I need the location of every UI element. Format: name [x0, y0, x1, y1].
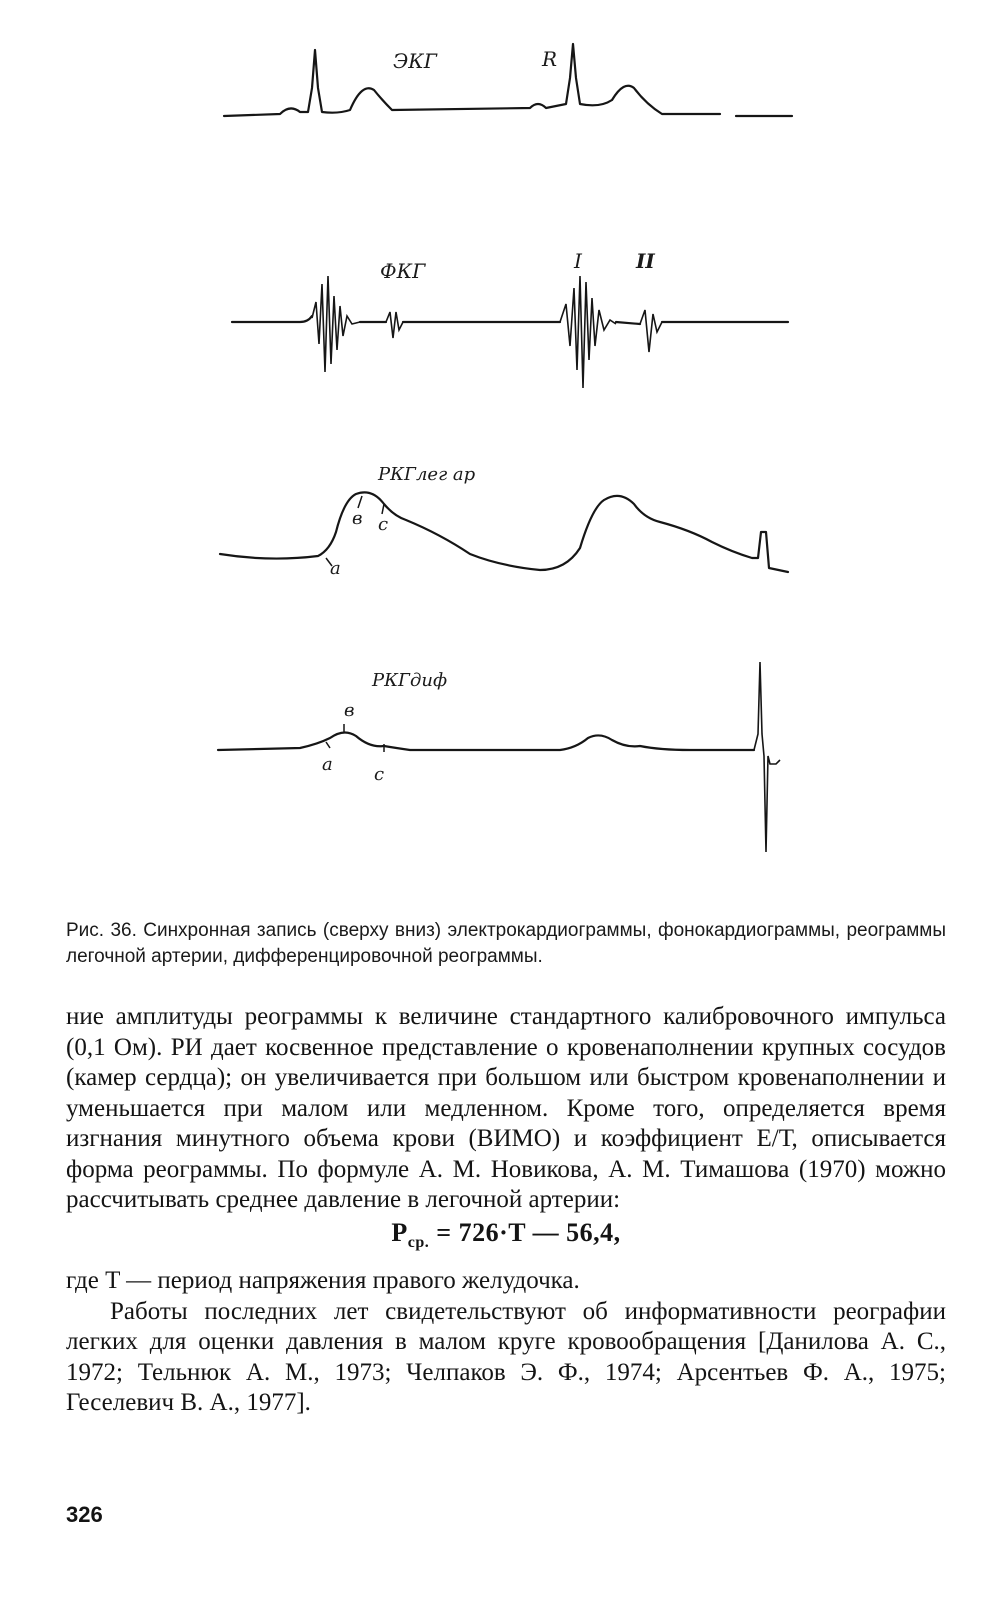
rpg-differential-label: РКГдиф	[372, 670, 448, 691]
pulmonary-rheogram-trace	[220, 464, 788, 579]
pressure-formula	[66, 1218, 946, 1259]
pcg-trace	[232, 249, 788, 388]
rpg-pulmonary-label: РКГлег ар	[378, 464, 476, 485]
body-text	[66, 1002, 946, 1419]
ecg-trace	[224, 44, 792, 116]
paragraph-2: где T — период напряжения правого желудочка.	[66, 1267, 580, 1295]
point-a-label: а	[330, 558, 341, 579]
r-wave-label: R	[542, 47, 558, 71]
ecg-label: ЭКГ	[393, 49, 438, 73]
figure-caption: Рис. 36. Синхронная запись (сверху вниз) электрокардиограммы, фонокардиограммы, реограммы легочной артерии, дифференцировочной реограммы.	[66, 920, 946, 967]
diff-point-b-label: в	[344, 700, 355, 721]
tone-i-label: I	[574, 249, 582, 273]
diff-point-a-label: а	[322, 754, 333, 775]
formula-rhs: = 726·T — 56,4,	[429, 1217, 621, 1247]
diff-point-c-label: с	[374, 764, 385, 785]
pcg-label: ФКГ	[380, 259, 426, 283]
tone-ii-label: II	[636, 249, 655, 273]
paragraph-1: ние амплитуды реограммы к величине стандартного калибровочного импульса (0,1 Ом). РИ дает косвенное представление о кровенаполнении крупных сосудов (камер сердца); он увеличивается при большом или быстром кровенаполнении и уменьшается при малом или медленном. Кроме того, определяется время изгнания минутного объема крови (ВИМО) и коэффициент Е/Т, описывается форма реограммы. По формуле А. М. Новикова, А. М. Тимашова (1970) можно рассчитывать среднее давление в легочной артерии:	[66, 1003, 946, 1213]
paragraph-3: Работы последних лет свидетельствуют об информативности реографии легких для оценки давления в малом круге кровообращения [Данилова А. С., 1972; Тельнюк А. М., 1973; Челпаков Э. Ф., 1974; Арсентьев Ф. А., 1975; Геселевич В. А., 1977].	[66, 1297, 946, 1417]
differential-rheogram-trace	[218, 662, 780, 852]
point-c-label: с	[378, 514, 389, 535]
formula-lhs: P	[391, 1217, 408, 1247]
formula-subscript: ср.	[407, 1233, 430, 1251]
page-number: 326	[66, 1502, 103, 1527]
point-b-label: в	[352, 508, 363, 529]
